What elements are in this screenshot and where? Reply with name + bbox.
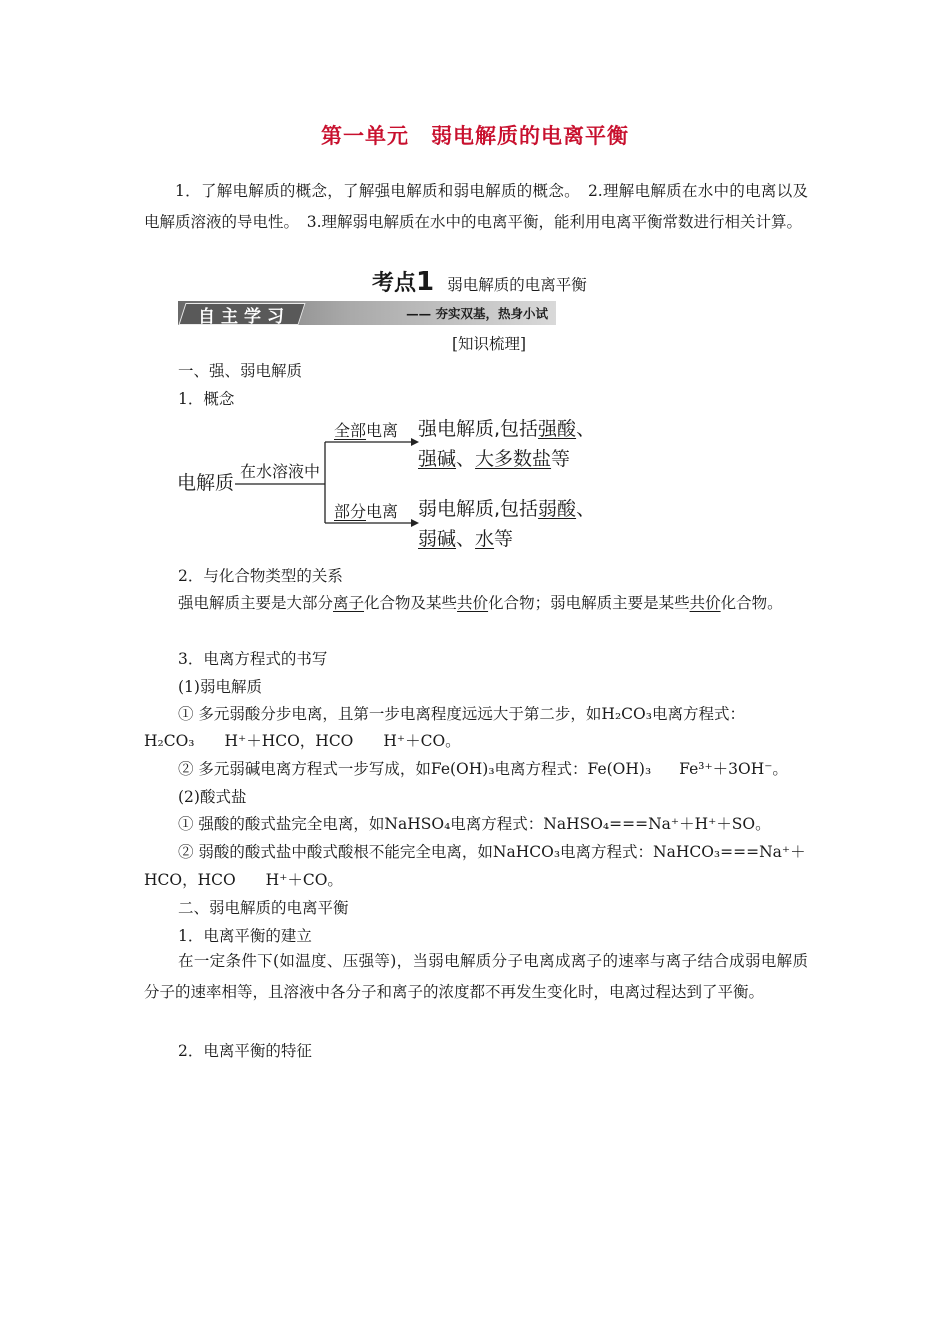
banner-tab-label: 自主学习 [198,307,290,327]
polyacid-paragraph: ① 多元弱酸分步电离，且第一步电离程度远远大于第二步，如H₂CO₃电离方程式： [178,705,745,723]
equilibrium-paragraph: 在一定条件下(如温度、压强等)，当弱电解质分子电离成离子的速率与离子结合成弱电解质分子的速率相等，且溶液中各分子和离子的浓度都不再发生变化时，电离过程达到了平衡。 [144,952,808,1001]
objectives-paragraph: 1．了解电解质的概念，了解强电解质和弱电解质的概念。 2.理解电解质在水中的电离以及电解质溶液的导电性。 3.理解弱电解质在水中的电离平衡，能利用电离平衡常数进行相关计算。 [144,182,808,231]
kaodian-text: 弱电解质的电离平衡 [447,276,587,294]
title-topic: 弱电解质的电离平衡 [431,124,629,148]
strong-electrolyte-desc: 强电解质,包括强酸、 强碱、大多数盐等 [418,418,596,470]
self-study-banner [178,301,556,325]
banner-subtitle: —— 夯实双基，热身小试 [406,306,548,321]
kaodian-heading [372,266,587,297]
item-1-heading: 1．概念 [178,390,235,408]
relation-paragraph: 强电解质主要是大部分离子化合物及某些共价化合物；弱电解质主要是某些共价化合物。 [178,594,783,612]
polybase-paragraph: ② 多元弱碱电离方程式一步写成，如Fe(OH)₃电离方程式：Fe(OH)₃ Fe³⁺＋3OH⁻。 [178,760,788,778]
item-4-heading: 1．电离平衡的建立 [178,927,312,945]
electrolyte-concept-diagram [175,412,635,562]
section-1-heading: 一、强、弱电解质 [178,362,303,380]
kaodian-label: 考点1 [372,267,435,297]
weak-acid-salt-paragraph: ② 弱酸的酸式盐中酸式酸根不能完全电离，如NaHCO₃电离方程式：NaHCO₃===Na⁺＋ [178,843,806,861]
diagram-branch-top: 全部电离 [334,421,399,440]
page-title [0,120,950,150]
item-3-heading: 3．电离方程式的书写 [178,650,328,668]
knowledge-heading: [知识梳理] [452,335,527,353]
item-2-heading: 2．与化合物类型的关系 [178,567,343,585]
strong-acid-salt-paragraph: ① 强酸的酸式盐完全电离，如NaHSO₄电离方程式：NaHSO₄===Na⁺＋H⁺＋SO。 [178,815,771,833]
section-2-heading: 二、弱电解质的电离平衡 [178,899,349,917]
diagram-condition: 在水溶液中 [240,462,321,481]
bicarbonate-equation: HCO，HCO H⁺＋CO。 [144,871,343,889]
weak-electrolyte-desc: 弱电解质,包括弱酸、 弱碱、水等 [418,498,596,550]
title-unit: 第一单元 [321,124,409,148]
carbonic-acid-equation: H₂CO₃ H⁺＋HCO，HCO H⁺＋CO。 [144,732,461,750]
subitem-1-heading: (1)弱电解质 [178,678,262,696]
item-5-heading: 2．电离平衡的特征 [178,1042,312,1060]
subitem-2-heading: (2)酸式盐 [178,788,247,806]
diagram-root: 电解质 [177,472,235,494]
diagram-branch-bottom: 部分电离 [334,502,399,521]
